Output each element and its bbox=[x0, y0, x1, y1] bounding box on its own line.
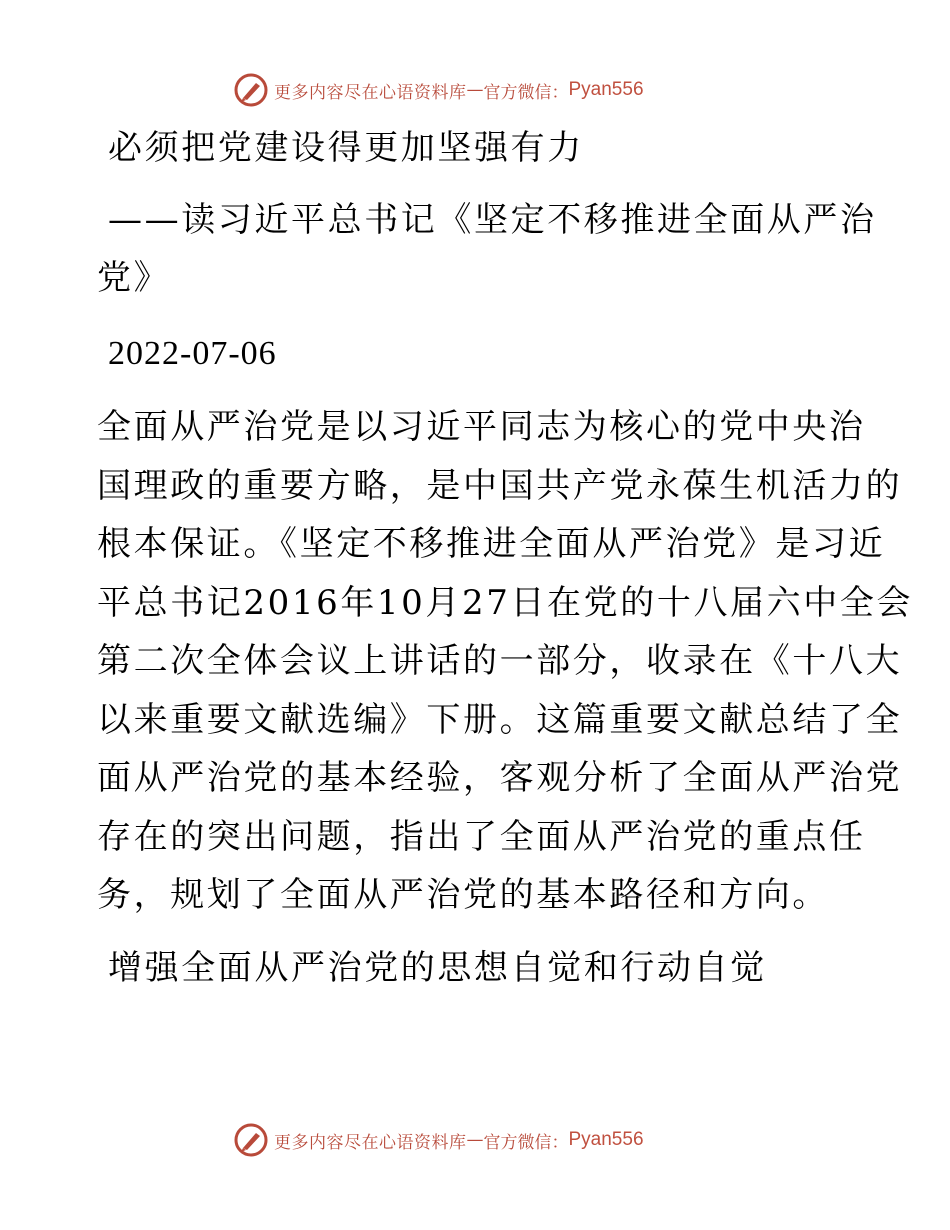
banner-site-text: 更多内容尽在心语资料库 bbox=[274, 1132, 467, 1153]
body-line: 平总书记2016年10月27日在党的十八届六中全会 bbox=[97, 583, 914, 623]
body-line: 第二次全体会议上讲话的一部分，收录在《十八大 bbox=[97, 641, 903, 681]
article-date: 2022-07-06 bbox=[108, 335, 277, 372]
banner-wechat-id: Pyan556 bbox=[568, 1129, 644, 1150]
section-heading: 增强全面从严治党的思想自觉和行动自觉 bbox=[108, 948, 767, 988]
header-banner bbox=[234, 70, 644, 110]
body-line: 全面从严治党是以习近平同志为核心的党中央治 bbox=[97, 407, 866, 447]
footer-banner bbox=[234, 1120, 644, 1160]
article-subtitle-line-2: 党》 bbox=[97, 258, 171, 298]
banner-wechat-id: Pyan556 bbox=[568, 79, 644, 100]
body-line: 根本保证。《坚定不移推进全面从严治党》是习近 bbox=[97, 524, 886, 564]
banner-wechat-label: 官方微信： bbox=[483, 1132, 569, 1153]
body-line: 面从严治党的基本经验，客观分析了全面从严治党 bbox=[97, 758, 903, 798]
banner-separator: — bbox=[466, 1130, 484, 1150]
pen-circle-logo-icon bbox=[234, 1123, 268, 1157]
body-line: 国理政的重要方略，是中国共产党永葆生机活力的 bbox=[97, 466, 903, 506]
body-line: 存在的突出问题，指出了全面从严治党的重点任 bbox=[97, 817, 866, 857]
banner-site-text: 更多内容尽在心语资料库 bbox=[274, 82, 467, 103]
banner-separator: — bbox=[466, 80, 484, 100]
body-line: 以来重要文献选编》下册。这篇重要文献总结了全 bbox=[97, 700, 903, 740]
article-subtitle-line-1: ——读习近平总书记《坚定不移推进全面从严治 bbox=[108, 200, 877, 240]
pen-circle-logo-icon bbox=[234, 73, 268, 107]
body-line: 务，规划了全面从严治党的基本路径和方向。 bbox=[97, 875, 829, 915]
article-title: 必须把党建设得更加坚强有力 bbox=[108, 128, 584, 168]
banner-wechat-label: 官方微信： bbox=[483, 82, 569, 103]
